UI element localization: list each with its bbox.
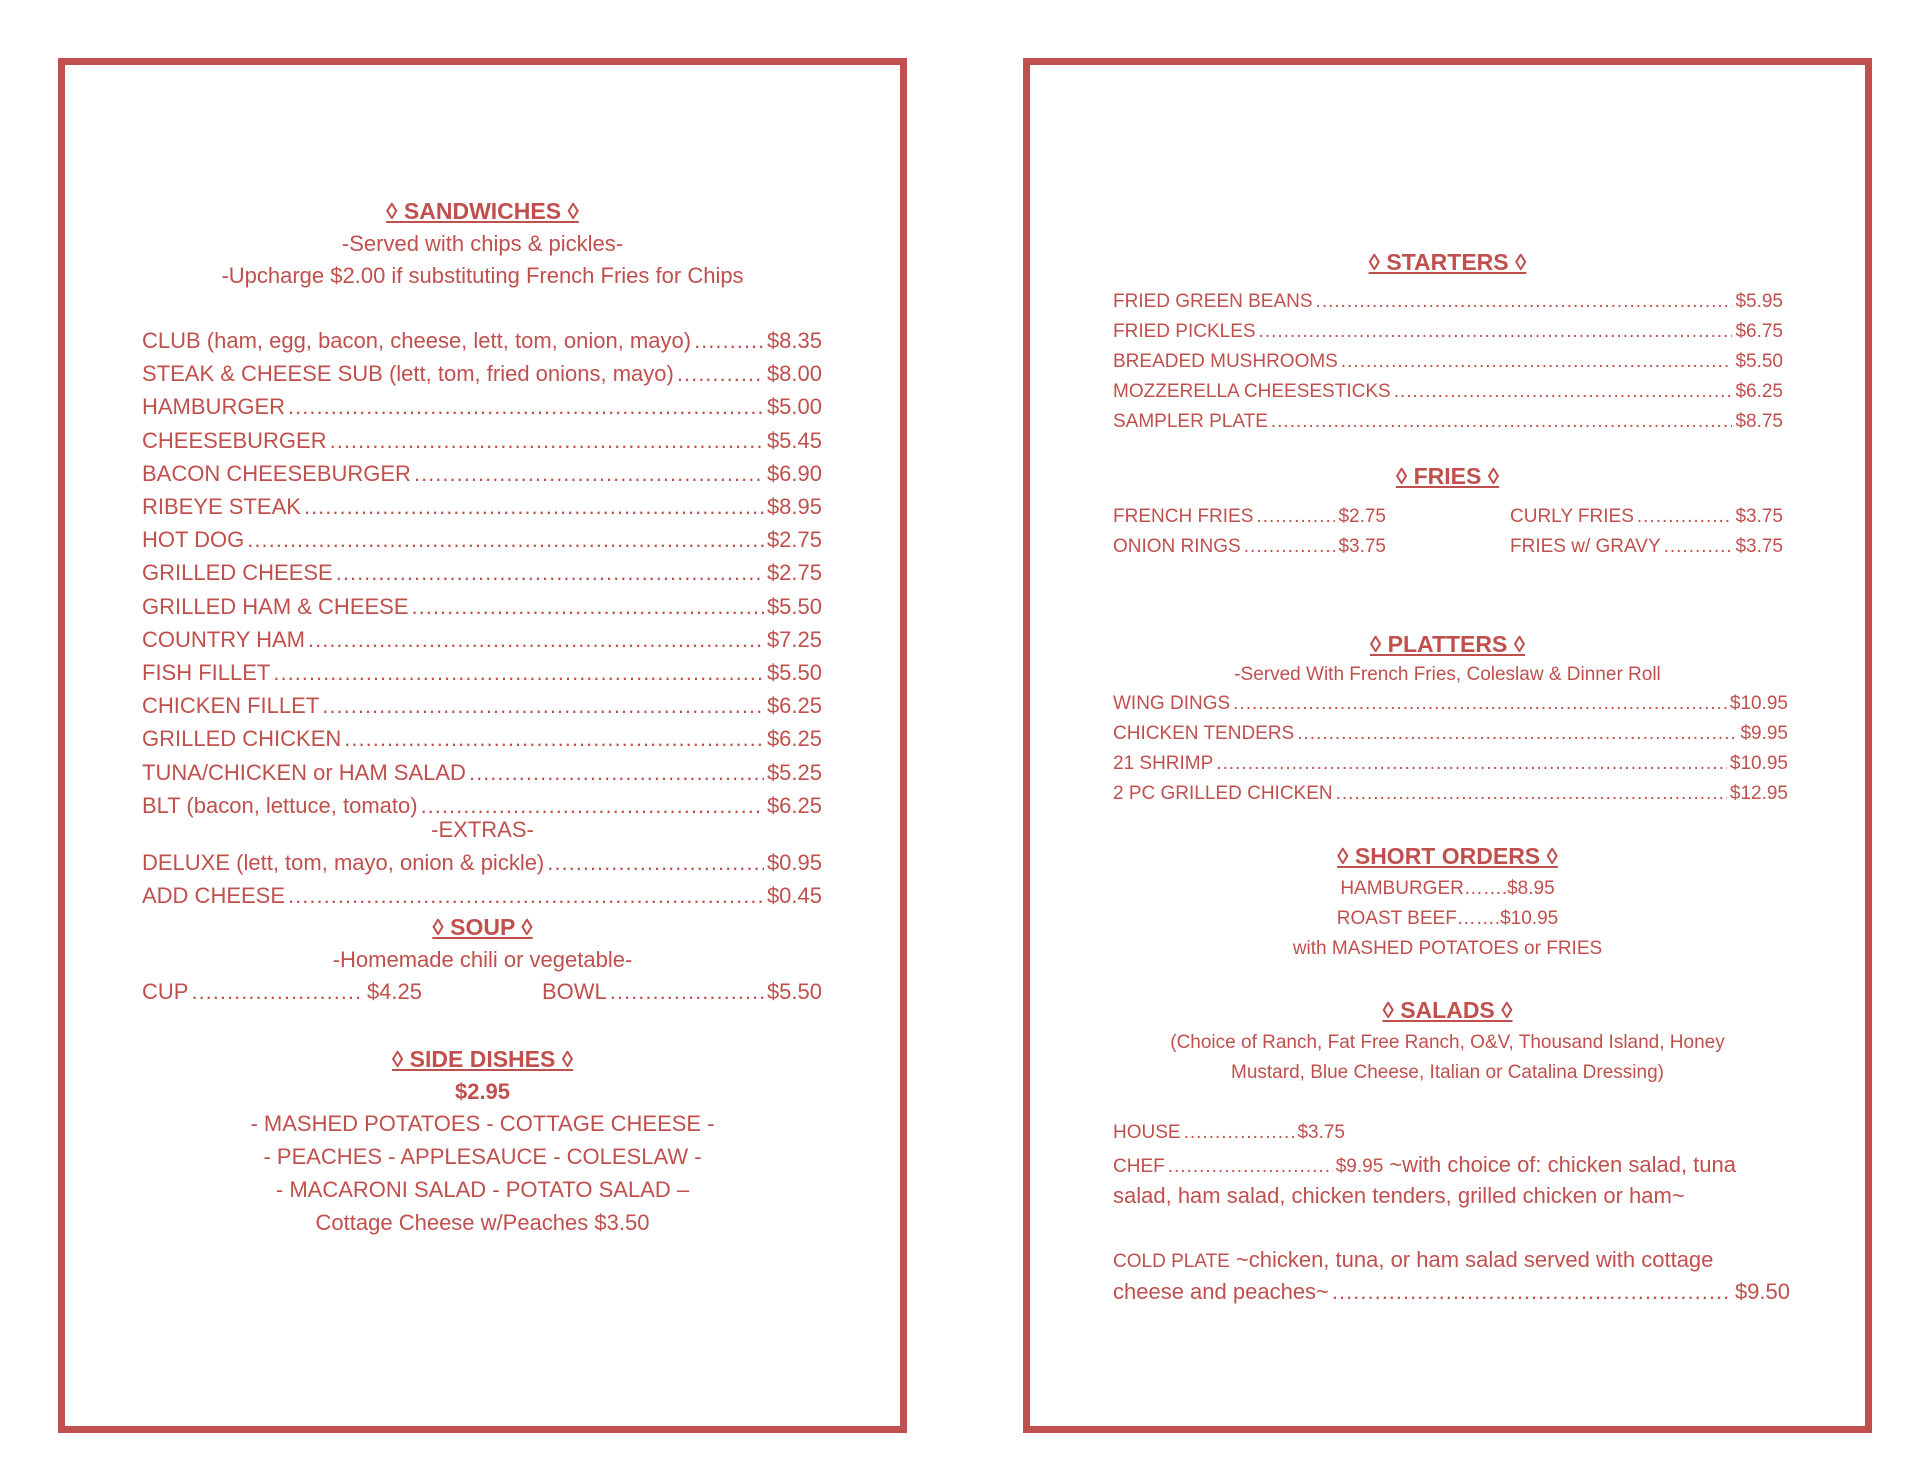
- item-price: $6.25: [766, 792, 822, 818]
- item-name: CHEESEBURGER: [142, 427, 327, 453]
- item-price: $10.95: [1729, 753, 1788, 774]
- item-price: $3.75: [1735, 506, 1783, 527]
- fries-heading: ◊ FRIES ◊: [1395, 463, 1500, 489]
- item-price: $5.95: [1735, 291, 1783, 312]
- sandwich-row: [142, 394, 822, 420]
- sandwich-row: [142, 627, 822, 653]
- item-price: $6.90: [766, 460, 822, 486]
- dot-leader: [412, 594, 764, 620]
- dot-leader: [1336, 783, 1727, 805]
- item-name: COLD PLATE: [1113, 1251, 1230, 1272]
- salad-cold-plate-row: [1113, 1247, 1783, 1273]
- item-price: $10.95: [1729, 693, 1788, 714]
- item-name: BOWL: [542, 979, 607, 1004]
- item-price: $3.75: [1338, 536, 1386, 557]
- platter-row: [1113, 783, 1788, 805]
- extras-label: -EXTRAS-: [431, 817, 534, 842]
- item-name: GRILLED CHICKEN: [142, 726, 342, 752]
- item-name: MOZZERELLA CHEESESTICKS: [1113, 381, 1391, 402]
- fries-row: [1113, 536, 1386, 558]
- short-order-line: HAMBURGER…….$8.95: [1340, 878, 1555, 899]
- item-name: FISH FILLET: [142, 660, 271, 685]
- item-name: DELUXE (lett, tom, mayo, onion & pickle): [142, 850, 545, 875]
- dot-leader: [610, 979, 764, 1005]
- sandwich-row: [142, 660, 822, 686]
- sandwiches-upcharge-note: -Upcharge $2.00 if substituting French Fries for Chips: [221, 263, 744, 288]
- item-price: $5.00: [766, 394, 822, 420]
- item-price: $6.25: [766, 693, 822, 719]
- sandwich-row: [142, 760, 822, 786]
- item-name: TUNA/CHICKEN or HAM SALAD: [142, 759, 466, 785]
- soup-subtitle: -Homemade chili or vegetable-: [332, 947, 633, 972]
- dot-leader: [330, 428, 764, 454]
- sandwiches-subtitle: -Served with chips & pickles-: [341, 231, 624, 256]
- item-price: $2.75: [766, 560, 822, 586]
- dot-leader: [1168, 1156, 1333, 1178]
- starter-row: [1113, 411, 1783, 433]
- item-name: BACON CHEESEBURGER: [142, 460, 411, 486]
- fries-row: [1510, 506, 1783, 528]
- item-price: $5.25: [766, 759, 822, 785]
- item-name: HOT DOG: [142, 527, 245, 553]
- dot-leader: [1637, 506, 1733, 528]
- item-name: CHEF: [1113, 1156, 1165, 1177]
- sandwich-row: [142, 560, 822, 586]
- fries-row: [1510, 536, 1783, 558]
- dot-leader: [304, 494, 764, 520]
- platter-row: [1113, 723, 1788, 745]
- dot-leader: [694, 328, 764, 354]
- dot-leader: [1394, 381, 1733, 403]
- dot-leader: [288, 394, 764, 420]
- side-dishes-price: $2.95: [454, 1079, 511, 1104]
- dot-leader: [677, 361, 764, 387]
- dot-leader: [414, 461, 764, 487]
- sandwich-row: [142, 494, 822, 520]
- item-name: CUP: [142, 979, 189, 1004]
- dot-leader: [1216, 753, 1727, 775]
- platters-subtitle: -Served With French Fries, Coleslaw & Dinner Roll: [1234, 664, 1661, 685]
- item-name: 2 PC GRILLED CHICKEN: [1113, 783, 1333, 804]
- dot-leader: [469, 760, 764, 786]
- dot-leader: [344, 726, 764, 752]
- item-price: $6.25: [1735, 381, 1783, 402]
- item-name: 21 SHRIMP: [1113, 753, 1214, 774]
- sandwiches-heading: ◊ SANDWICHES ◊: [386, 198, 579, 224]
- chef-salad-description: salad, ham salad, chicken tenders, grilled chicken or ham~: [1113, 1183, 1685, 1208]
- item-price: $0.45: [766, 883, 822, 908]
- item-name: SAMPLER PLATE: [1113, 411, 1268, 432]
- item-name: GRILLED CHEESE: [142, 560, 333, 586]
- side-dishes-heading: ◊ SIDE DISHES ◊: [391, 1046, 574, 1072]
- item-price: $6.25: [766, 726, 822, 752]
- item-name: RIBEYE STEAK: [142, 494, 301, 519]
- extra-row: [142, 850, 822, 876]
- item-name: GRILLED HAM & CHEESE: [142, 593, 409, 619]
- item-name: BREADED MUSHROOMS: [1113, 351, 1338, 372]
- sandwich-row: [142, 793, 822, 819]
- dot-leader: [1259, 321, 1733, 343]
- item-price: $8.35: [766, 328, 822, 353]
- starter-row: [1113, 291, 1783, 313]
- side-dishes-line: - PEACHES - APPLESAUCE - COLESLAW -: [263, 1144, 702, 1169]
- dressing-choices: (Choice of Ranch, Fat Free Ranch, O&V, Thousand Island, Honey: [1170, 1032, 1725, 1053]
- platter-row: [1113, 753, 1788, 775]
- side-dishes-line: - MACARONI SALAD - POTATO SALAD –: [275, 1177, 690, 1202]
- chef-salad-description: ~with choice of: chicken salad, tuna: [1389, 1152, 1736, 1177]
- item-price: $9.95: [1740, 723, 1788, 744]
- dot-leader: [1233, 693, 1727, 715]
- sandwich-row: [142, 726, 822, 752]
- dressing-choices: Mustard, Blue Cheese, Italian or Catalina Dressing): [1231, 1062, 1664, 1083]
- dot-leader: [288, 883, 764, 909]
- item-price: $2.75: [1338, 506, 1386, 527]
- item-name: CURLY FRIES: [1510, 506, 1634, 527]
- cold-plate-description: ~chicken, tuna, or ham salad served with cottage: [1235, 1247, 1714, 1272]
- item-name: STEAK & CHEESE SUB (lett, tom, fried onions, mayo): [142, 361, 674, 387]
- dot-leader: [421, 793, 764, 819]
- sandwich-row: [142, 594, 822, 620]
- item-price: $0.95: [766, 850, 822, 875]
- item-price: $9.50: [1734, 1279, 1790, 1304]
- dot-leader: [1244, 536, 1336, 558]
- dot-leader: [1256, 506, 1335, 528]
- item-name: COUNTRY HAM: [142, 626, 305, 652]
- soup-cup-row: [142, 979, 422, 1005]
- dot-leader: [273, 660, 764, 686]
- item-name: ONION RINGS: [1113, 536, 1241, 557]
- soup-bowl-row: [542, 979, 822, 1005]
- item-price: $8.95: [766, 494, 822, 519]
- cold-plate-description: cheese and peaches~: [1113, 1279, 1329, 1304]
- soup-heading: ◊ SOUP ◊: [432, 914, 533, 940]
- item-name: WING DINGS: [1113, 693, 1231, 714]
- menu-page-left: [58, 58, 907, 1433]
- item-name: BLT (bacon, lettuce, tomato): [142, 792, 418, 818]
- dot-leader: [1271, 411, 1733, 433]
- item-name: HOUSE: [1113, 1122, 1181, 1143]
- dot-leader: [308, 627, 764, 653]
- item-price: $6.75: [1735, 321, 1783, 342]
- menu-page-right: [1023, 58, 1872, 1433]
- item-name: HAMBURGER: [142, 394, 286, 420]
- side-dishes-line: - MASHED POTATOES - COTTAGE CHEESE -: [250, 1111, 715, 1136]
- platters-heading: ◊ PLATTERS ◊: [1369, 631, 1526, 657]
- item-price: $8.00: [766, 361, 822, 387]
- dot-leader: [547, 850, 764, 876]
- sandwich-row: [142, 328, 822, 354]
- item-price: $4.25: [366, 979, 422, 1004]
- cold-plate-price-row: [1113, 1279, 1790, 1305]
- sandwich-row: [142, 527, 822, 553]
- item-price: $5.50: [766, 979, 822, 1004]
- item-name: FRIED PICKLES: [1113, 321, 1256, 342]
- item-price: $5.50: [766, 660, 822, 685]
- dot-leader: [322, 693, 764, 719]
- extra-row: [142, 883, 822, 909]
- sandwich-row: [142, 693, 822, 719]
- starter-row: [1113, 381, 1783, 403]
- item-price: $3.75: [1735, 536, 1783, 557]
- sandwich-row: [142, 428, 822, 454]
- dot-leader: [1316, 291, 1733, 313]
- item-name: CHICKEN FILLET: [142, 693, 320, 719]
- item-price: $3.75: [1297, 1122, 1345, 1143]
- item-price: $5.50: [1735, 351, 1783, 372]
- short-orders-heading: ◊ SHORT ORDERS ◊: [1337, 843, 1558, 869]
- salad-house-row: [1113, 1122, 1345, 1144]
- starter-row: [1113, 321, 1783, 343]
- item-price: $9.95: [1335, 1156, 1384, 1177]
- platter-row: [1113, 693, 1788, 715]
- item-name: FRIED GREEN BEANS: [1113, 291, 1313, 312]
- salads-heading: ◊ SALADS ◊: [1382, 997, 1513, 1023]
- starter-row: [1113, 351, 1783, 373]
- dot-leader: [247, 527, 764, 553]
- sandwich-row: [142, 461, 822, 487]
- item-price: $7.25: [766, 626, 822, 652]
- dot-leader: [1664, 536, 1733, 558]
- item-price: $5.45: [766, 427, 822, 453]
- dot-leader: [336, 560, 764, 586]
- dot-leader: [1297, 723, 1737, 745]
- item-name: CLUB (ham, egg, bacon, cheese, lett, tom, onion, mayo): [142, 328, 692, 353]
- sandwich-row: [142, 361, 822, 387]
- dot-leader: [191, 979, 363, 1005]
- short-order-line: with MASHED POTATOES or FRIES: [1292, 938, 1603, 959]
- dot-leader: [1341, 351, 1733, 373]
- salad-chef-row: [1113, 1152, 1783, 1178]
- side-dishes-line: Cottage Cheese w/Peaches $3.50: [315, 1210, 650, 1235]
- item-price: $5.50: [766, 593, 822, 619]
- item-name: FRIES w/ GRAVY: [1510, 536, 1661, 557]
- short-order-line: ROAST BEEF…….$10.95: [1336, 908, 1559, 929]
- item-name: ADD CHEESE: [142, 883, 286, 908]
- item-price: $12.95: [1729, 783, 1788, 804]
- dot-leader: [1184, 1122, 1295, 1144]
- dot-leader: [1332, 1279, 1732, 1305]
- item-price: $8.75: [1735, 411, 1783, 432]
- fries-row: [1113, 506, 1386, 528]
- starters-heading: ◊ STARTERS ◊: [1368, 249, 1527, 275]
- item-price: $2.75: [766, 527, 822, 553]
- item-name: CHICKEN TENDERS: [1113, 723, 1295, 744]
- item-name: FRENCH FRIES: [1113, 506, 1254, 527]
